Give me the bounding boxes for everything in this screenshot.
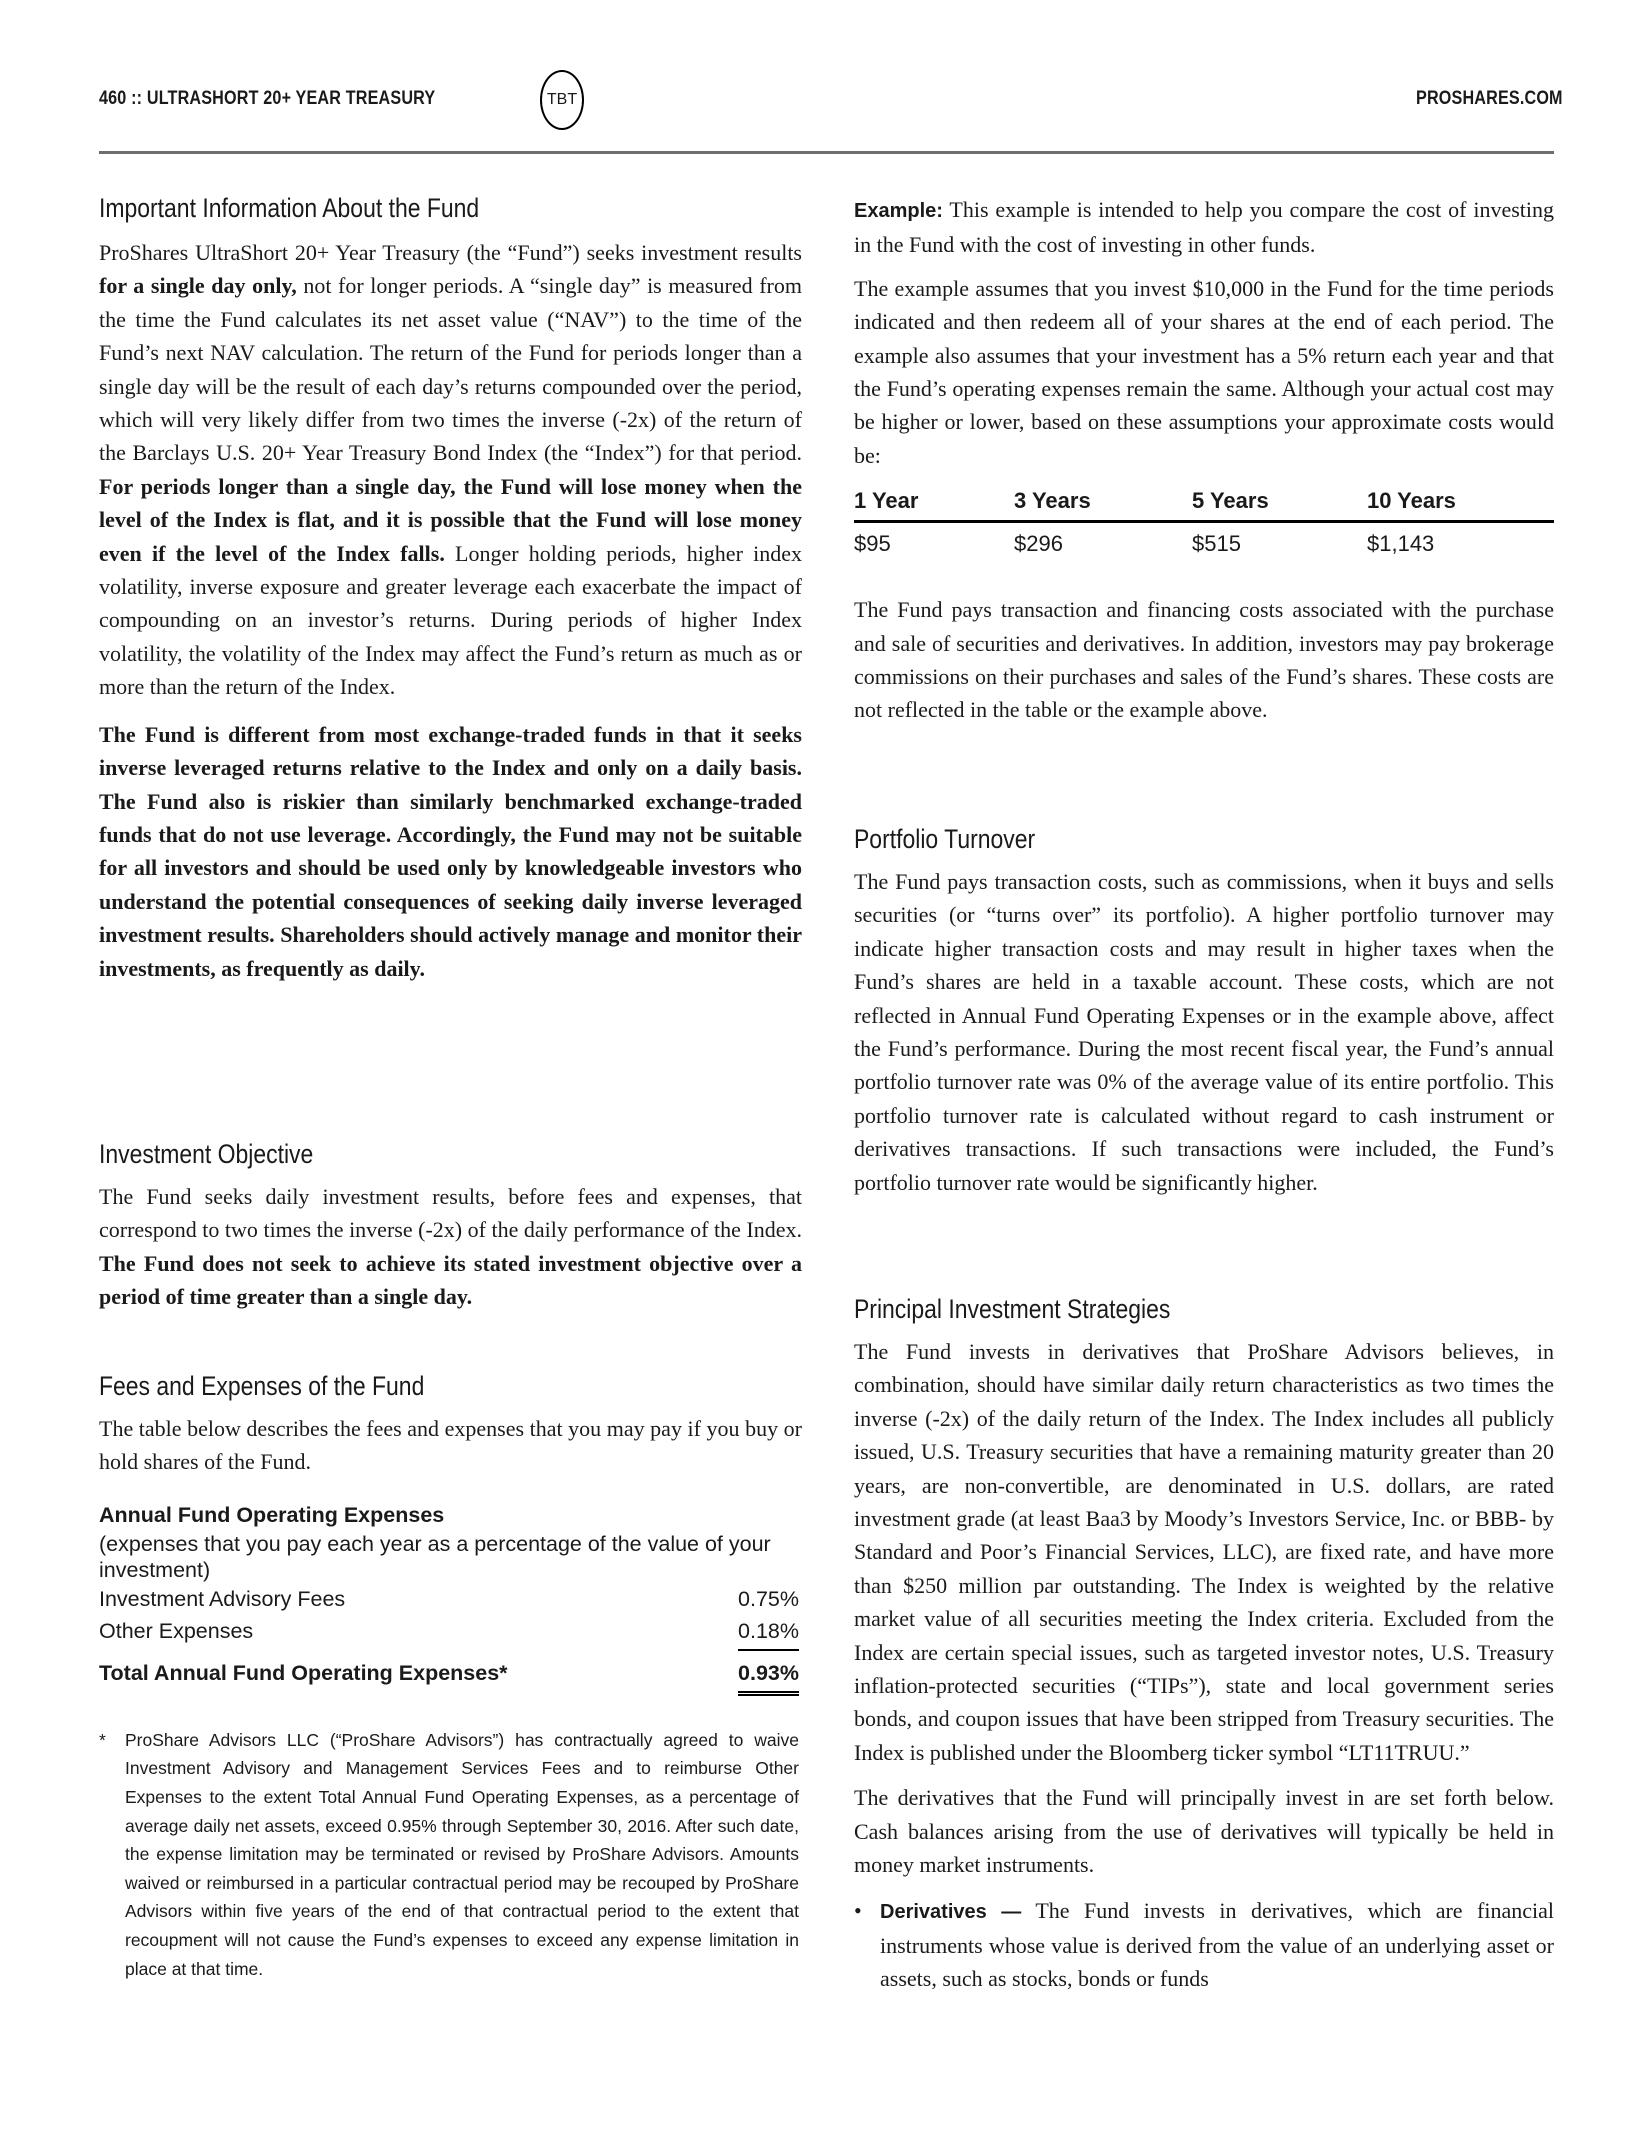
costs-paragraph: The Fund pays transaction and financing costs associated with the purchase and sale of securities and derivatives. In addition, investors may pay brokerage commissions on their purchases and sales of the Fund’s shares. These costs are not reflected in the table or the example above. xyxy=(854,597,1554,723)
bullet-label: Derivatives — xyxy=(880,1900,1022,1923)
header-divider xyxy=(99,151,1554,154)
portfolio-turnover-section xyxy=(854,824,1554,1199)
example-assumptions: The example assumes that you invest $10,000 in the Fund for the time periods indicated and then redeem all of your shares at the end of each period. The example also assumes that your investment has a 5% return each year and that the Fund’s operating expenses remain the same. Although your actual cost may be higher or lower, based on these assumptions your approximate costs would be: xyxy=(854,275,1554,468)
text: not for longer periods. A “single day” is measured from the time the Fund calculates its net asset value (“NAV”) to the time of the Fund’s next NAV calculation. The return of the Fund for periods longer than a single day will be the result of each day’s returns compounded over the period, which will very likely differ from two times the inverse (-2x) of the return of the Barclays U.S. 20+ Year Treasury Bond Index (the “Index”) for that period. xyxy=(99,273,802,466)
bullet-text xyxy=(880,1894,1554,1996)
strategies-paragraph: The Fund invests in derivatives that ProShare Advisors believes, in combination, should have similar daily return characteristics as two times the inverse (-2x) of the daily return of the Index. The Index includes all publicly issued, U.S. Treasury securities that have a remaining maturity greater than 20 years, are non-convertible, are denominated in U.S. dollars, are rated investment grade (at least Baa3 by Moody’s Investors Service, Inc. or BBB- by Standard and Poor’s Financial Services, LLC), are fixed rate, and have more than $250 million par outstanding. The Index is weighted by the relative market value of all securities meeting the Index criteria. Excluded from the Index are certain special issues, such as targeted investor notes, U.S. Treasury inflation-protected securities (“TIPs”), state and local government series bonds, and coupon issues that have been stripped from Treasury securities. The Index is published under the Bloomberg ticker symbol “LT11TRUU.” xyxy=(854,1339,1554,1765)
table-header-row xyxy=(854,488,1554,523)
column-header: 1 Year xyxy=(854,488,919,514)
warning-paragraph: The Fund is different from most exchange-traded funds in that it seeks inverse leveraged returns relative to the Index and only on a daily basis. The Fund also is riskier than similarly benchmarked exchange-traded funds that do not use leverage. Accordingly, the Fund may not be suitable for all investors and should be used only by knowledgeable investors who understand the potential consequences of seeking daily inverse leveraged investment results. Shareholders should actively manage and monitor their investments, as frequently as daily. xyxy=(99,721,802,981)
table-title: Annual Fund Operating Expenses xyxy=(99,1502,445,1527)
table-row xyxy=(854,523,1554,557)
turnover-paragraph: The Fund pays transaction costs, such as commissions, when it buys and sells securities (or “turns over” its portfolio). A higher portfolio turnover may indicate higher transaction costs and may result in higher taxes when the Fund’s shares are held in a taxable account. These costs, which are not reflected in Annual Fund Operating Expenses or in the example above, affect the Fund’s performance. During the most recent fiscal year, the Fund’s annual portfolio turnover rate was 0% of the average value of its entire portfolio. This portfolio turnover rate is calculated without regard to cash instrument or derivatives transactions. If such transactions were included, the Fund’s portfolio turnover rate would be significantly higher. xyxy=(854,869,1554,1195)
row-value: 0.93% xyxy=(738,1657,799,1696)
table-row xyxy=(99,1583,799,1615)
footnote-marker: * xyxy=(99,1729,106,1750)
investment-objective-section xyxy=(99,1139,802,1314)
column-header: 10 Years xyxy=(1367,488,1456,514)
row-label: Other Expenses xyxy=(99,1618,254,1643)
fees-paragraph: The table below describes the fees and expenses that you may pay if you buy or hold shares of the Fund. xyxy=(99,1416,802,1475)
cost-table xyxy=(854,488,1554,557)
bold-text: for a single day only, xyxy=(99,273,297,299)
bold-text: For periods longer than a single day, the Fund will lose money when the level of the Index is flat, and it is possible that the Fund will lose money even if the level of the Index falls. xyxy=(99,473,802,566)
column-header: 3 Years xyxy=(1014,488,1091,514)
section-heading: Important Information About the Fund xyxy=(99,193,480,223)
column-header: 5 Years xyxy=(1192,488,1269,514)
total-row xyxy=(99,1657,799,1696)
footnote-text: ProShare Advisors LLC (“ProShare Advisors”) has contractually agreed to waive Investment Advisory and Management Services Fees and to reimburse Other Expenses to the extent Total Annual Fund Operating Expenses, as a percentage of average daily net assets, exceed 0.95% through September 30, 2016. After such date, the expense limitation may be terminated or revised by ProShare Advisors. Amounts waived or reimbursed in a particular contractual period may be recouped by ProShare Advisors within five years of the end of that contractual period to the extent that recoupment will not cause the Fund’s expenses to exceed any expense limitation in place at that time. xyxy=(125,1729,799,1979)
section-heading: Fees and Expenses of the Fund xyxy=(99,1371,425,1401)
text: Longer holding periods, higher index volatility, inverse exposure and greater leverage each exacerbate the impact of compounding on an investor’s returns. During periods of higher Index volatility, the volatility of the Index may affect the Fund’s return as much as or more than the return of the Index. xyxy=(99,540,802,700)
bullet-icon: • xyxy=(854,1897,862,1923)
table-subtitle: (expenses that you pay each year as a percentage of the value of your investment) xyxy=(99,1531,771,1582)
cell: $296 xyxy=(1014,531,1063,557)
row-value: 0.75% xyxy=(738,1586,799,1611)
website-link[interactable]: PROSHARES.COM xyxy=(1416,88,1563,109)
row-label: Total Annual Fund Operating Expenses* xyxy=(99,1660,508,1685)
bullet-item xyxy=(854,1894,1554,1996)
objective-paragraph xyxy=(99,1180,802,1314)
running-header-title: 460 :: ULTRASHORT 20+ YEAR TREASURY xyxy=(99,88,436,109)
cell: $95 xyxy=(854,531,891,557)
expenses-table xyxy=(99,1499,799,1696)
section-heading: Portfolio Turnover xyxy=(854,824,1036,854)
example-label: Example: xyxy=(854,200,943,222)
derivatives-intro: The derivatives that the Fund will principally invest in are set forth below. Cash balances arising from the use of derivatives will typically be held in money market instruments. xyxy=(854,1785,1554,1878)
example-intro xyxy=(854,193,1554,262)
cell: $1,143 xyxy=(1367,531,1435,557)
example-section xyxy=(854,193,1554,727)
fees-section xyxy=(99,1371,802,1983)
important-paragraph xyxy=(99,236,802,704)
footnote xyxy=(99,1726,799,1983)
row-value: 0.18% xyxy=(738,1615,799,1651)
text: The Fund invests in derivatives, which are financial instruments whose value is derived from the value of an underlying asset or assets, such as stocks, bonds or funds xyxy=(880,1897,1554,1992)
cell: $515 xyxy=(1192,531,1241,557)
strategies-section xyxy=(854,1294,1554,1996)
text: ProShares UltraShort 20+ Year Treasury (the “Fund”) seeks investment results xyxy=(99,240,802,265)
text: The Fund seeks daily investment results, before fees and expenses, that correspond to two times the inverse (-2x) of the daily performance of the Index. xyxy=(99,1184,802,1243)
important-info-section xyxy=(99,193,802,985)
row-label: Investment Advisory Fees xyxy=(99,1586,346,1611)
bold-text: The Fund does not seek to achieve its stated investment objective over a period of time greater than a single day. xyxy=(99,1250,802,1310)
table-row xyxy=(99,1615,799,1651)
section-heading: Investment Objective xyxy=(99,1139,314,1169)
ticker-badge: TBT xyxy=(540,70,584,130)
section-heading: Principal Investment Strategies xyxy=(854,1294,1171,1324)
text: This example is intended to help you compare the cost of investing in the Fund with the cost of investing in other funds. xyxy=(854,197,1554,258)
